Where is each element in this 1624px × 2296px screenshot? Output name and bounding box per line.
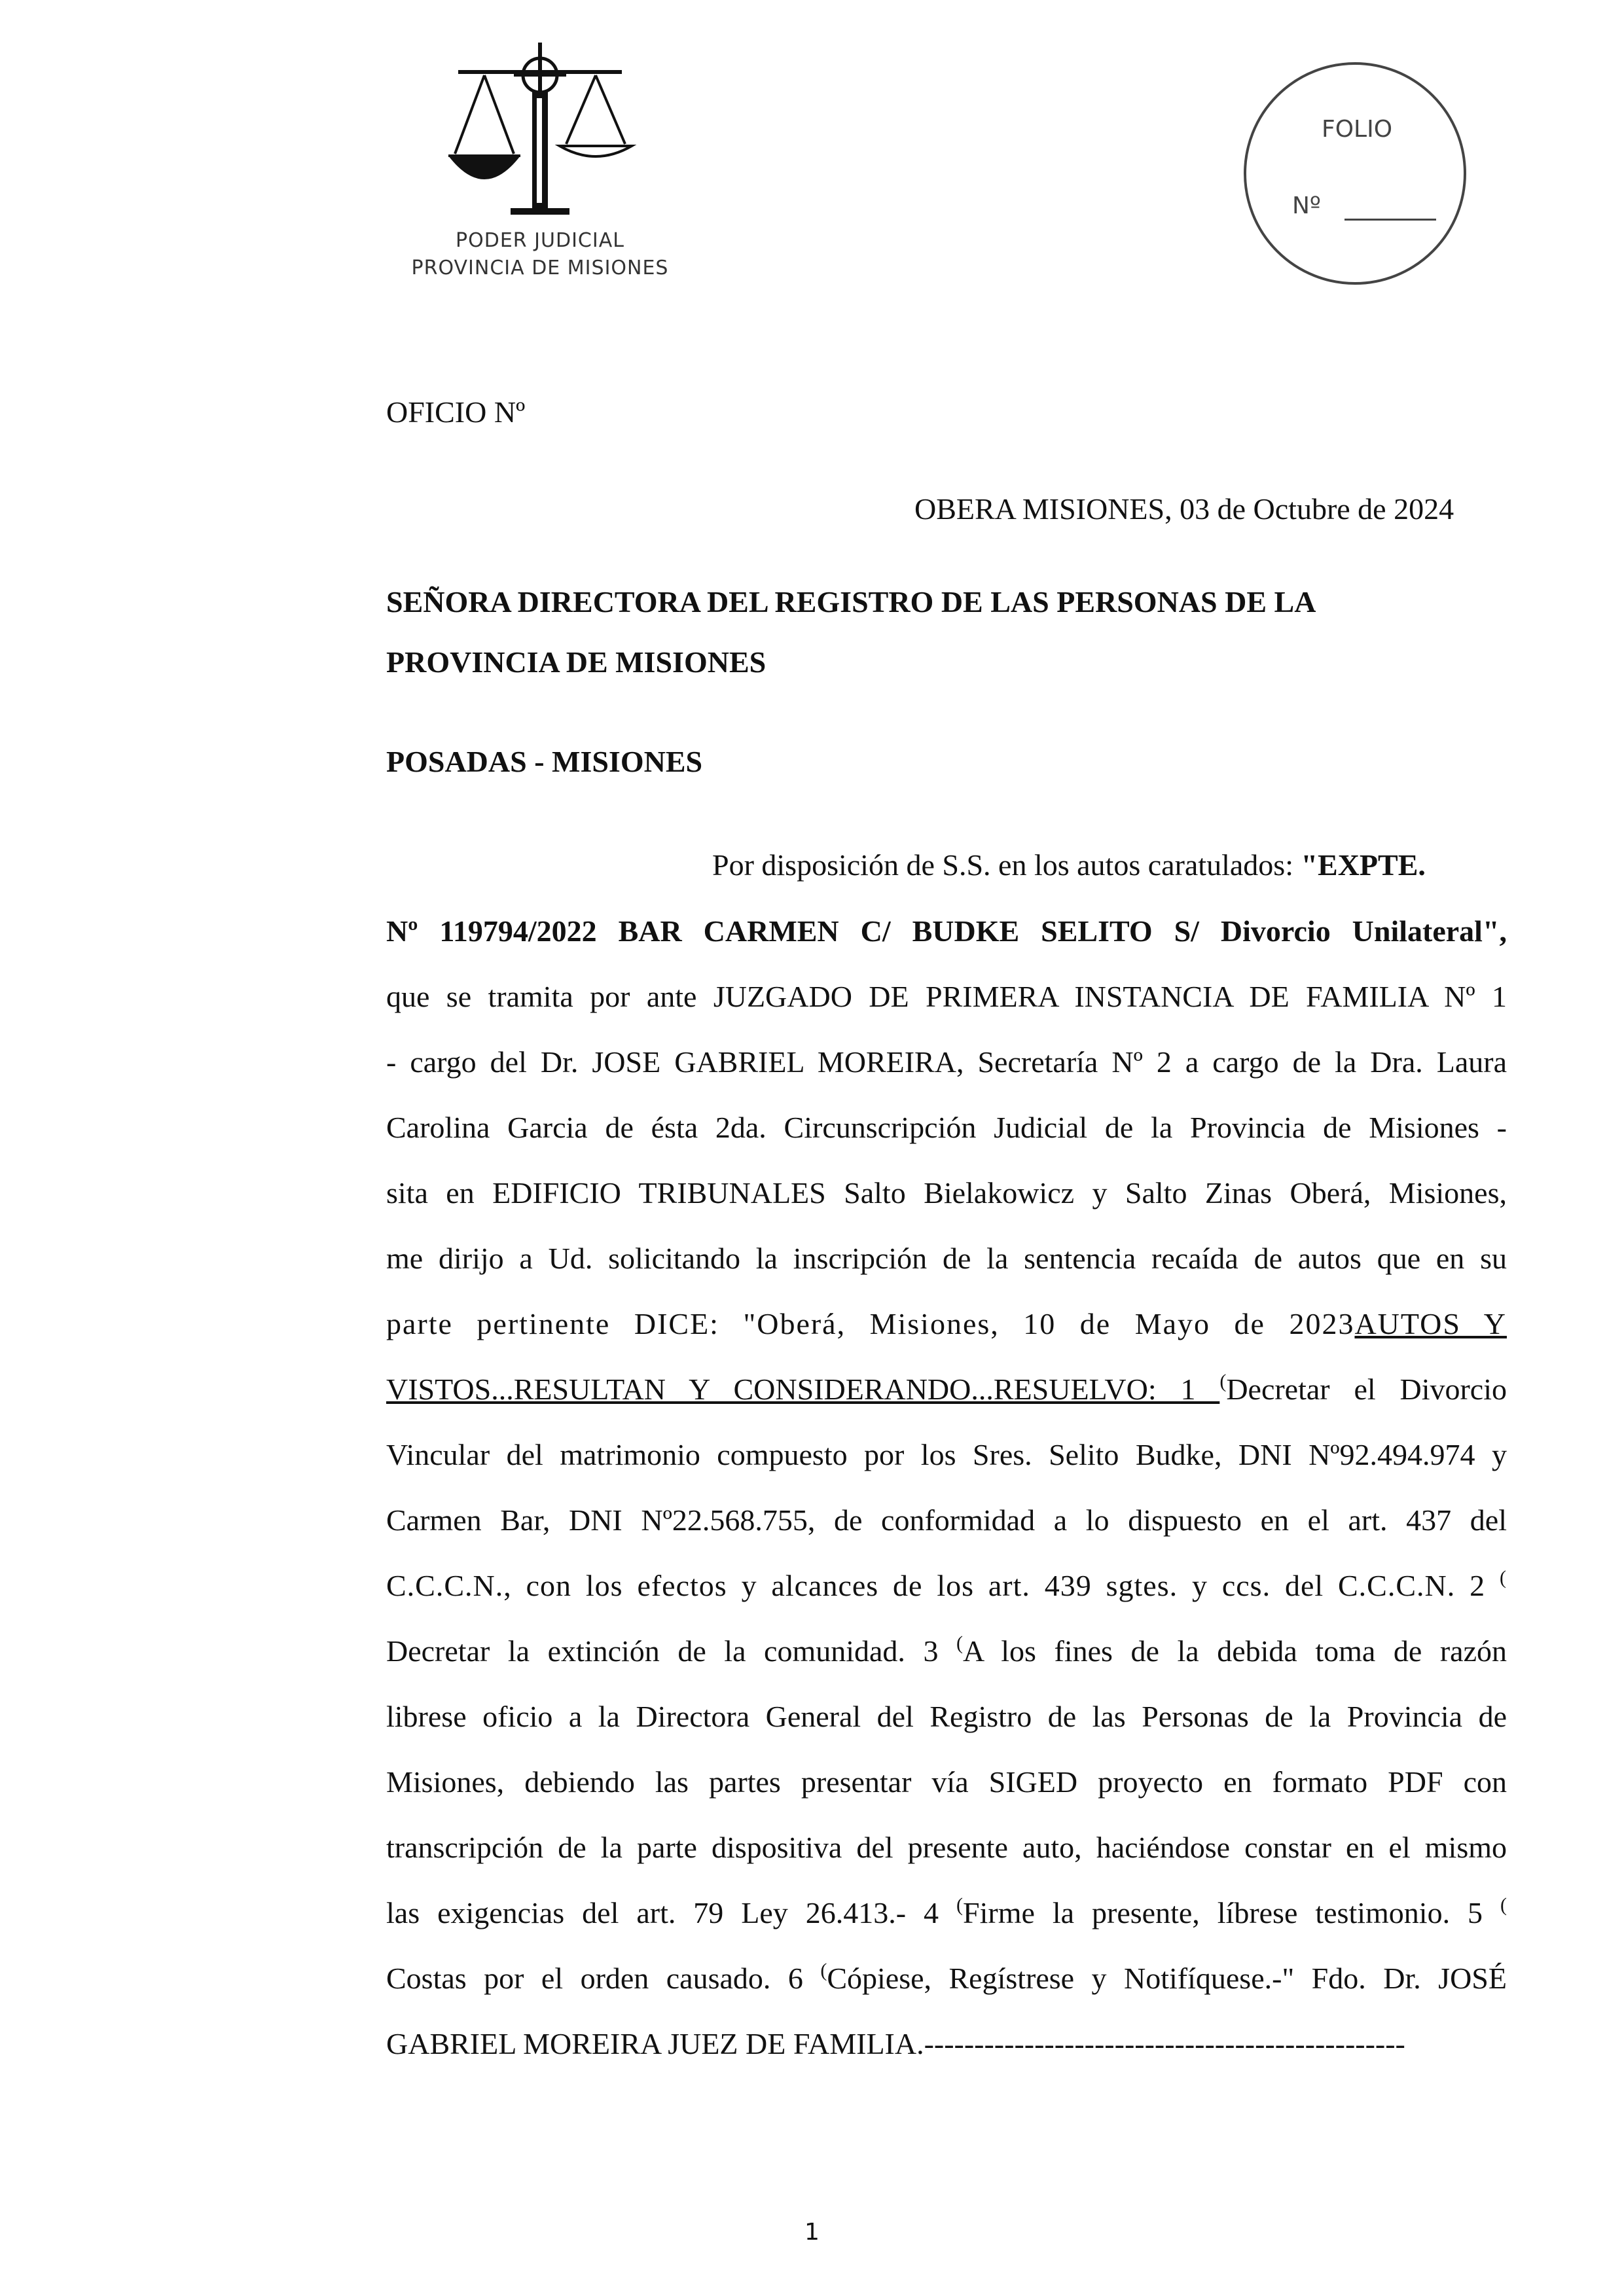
- body-line: Carmen Bar, DNI Nº22.568.755, de conformidad a lo dispuesto en el art. 437 del: [386, 1503, 1507, 1537]
- folio-stamp: [1244, 62, 1466, 285]
- body-line: Misiones, debiendo las partes presentar vía SIGED proyecto en formato PDF con: [386, 1765, 1507, 1799]
- body-line: Costas por el orden causado. 6 (Cópiese, Regístrese y Notifíquese.-" Fdo. Dr. JOSÉ: [386, 1960, 1507, 1995]
- body-line: Vincular del matrimonio compuesto por los Sres. Selito Budke, DNI Nº92.494.974 y: [386, 1438, 1507, 1471]
- body-line: VISTOS...RESULTAN Y CONSIDERANDO...RESUELVO: 1 (Decretar el Divorcio: [386, 1371, 1507, 1406]
- page-number: 1: [804, 2219, 820, 2246]
- city: POSADAS - MISIONES: [386, 745, 703, 778]
- body-line: sita en EDIFICIO TRIBUNALES Salto Bielakowicz y Salto Zinas Oberá, Misiones,: [386, 1176, 1507, 1210]
- body-line: transcripción de la parte dispositiva del presente auto, haciéndose constar en el mismo: [386, 1831, 1507, 1864]
- place-date: OBERA MISIONES, 03 de Octubre de 2024: [914, 492, 1454, 526]
- body-line: me dirijo a Ud. solicitando la inscripción de la sentencia recaída de autos que en su: [386, 1242, 1507, 1275]
- body-line: parte pertinente DICE: "Oberá, Misiones, 10 de Mayo de 2023AUTOS Y: [386, 1307, 1507, 1340]
- judicial-logo: [393, 39, 687, 288]
- addressee-line-1: SEÑORA DIRECTORA DEL REGISTRO DE LAS PERSONAS DE LA: [386, 585, 1316, 619]
- logo-text-provincia: PROVINCIA DE MISIONES: [411, 257, 669, 279]
- body-line: C.C.C.N., con los efectos y alcances de los art. 439 sgtes. y ccs. del C.C.C.N. 2 (: [386, 1567, 1507, 1602]
- folio-title: FOLIO: [1322, 116, 1393, 143]
- logo-text-poder-judicial: PODER JUDICIAL: [456, 229, 624, 252]
- body-line: Carolina Garcia de ésta 2da. Circunscripción Judicial de la Provincia de Misiones -: [386, 1111, 1507, 1144]
- body-line: librese oficio a la Directora General del Registro de las Personas de la Provincia de: [386, 1700, 1507, 1733]
- body-line: Decretar la extinción de la comunidad. 3 (A los fines de la debida toma de razón: [386, 1632, 1507, 1668]
- scales-of-justice-icon: [439, 39, 641, 223]
- case-title: Nº 119794/2022 BAR CARMEN C/ BUDKE SELITO S/ Divorcio Unilateral",: [386, 914, 1507, 948]
- folio-number-blank: [1344, 219, 1436, 221]
- addressee-line-2: PROVINCIA DE MISIONES: [386, 645, 767, 679]
- body-line: - cargo del Dr. JOSE GABRIEL MOREIRA, Secretaría Nº 2 a cargo de la Dra. Laura: [386, 1045, 1507, 1079]
- oficio-number: OFICIO Nº: [386, 395, 526, 429]
- body-line: que se tramita por ante JUZGADO DE PRIMERA INSTANCIA DE FAMILIA Nº 1: [386, 980, 1507, 1013]
- body-line: Por disposición de S.S. en los autos caratulados: "EXPTE.: [712, 848, 1426, 882]
- folio-number-label: Nº: [1292, 192, 1321, 219]
- body-line: GABRIEL MOREIRA JUEZ DE FAMILIA.------------------------------------------------: [386, 2027, 1405, 2060]
- body-line: las exigencias del art. 79 Ley 26.413.- 4 (Firme la presente, líbrese testimonio. 5 (: [386, 1894, 1507, 1929]
